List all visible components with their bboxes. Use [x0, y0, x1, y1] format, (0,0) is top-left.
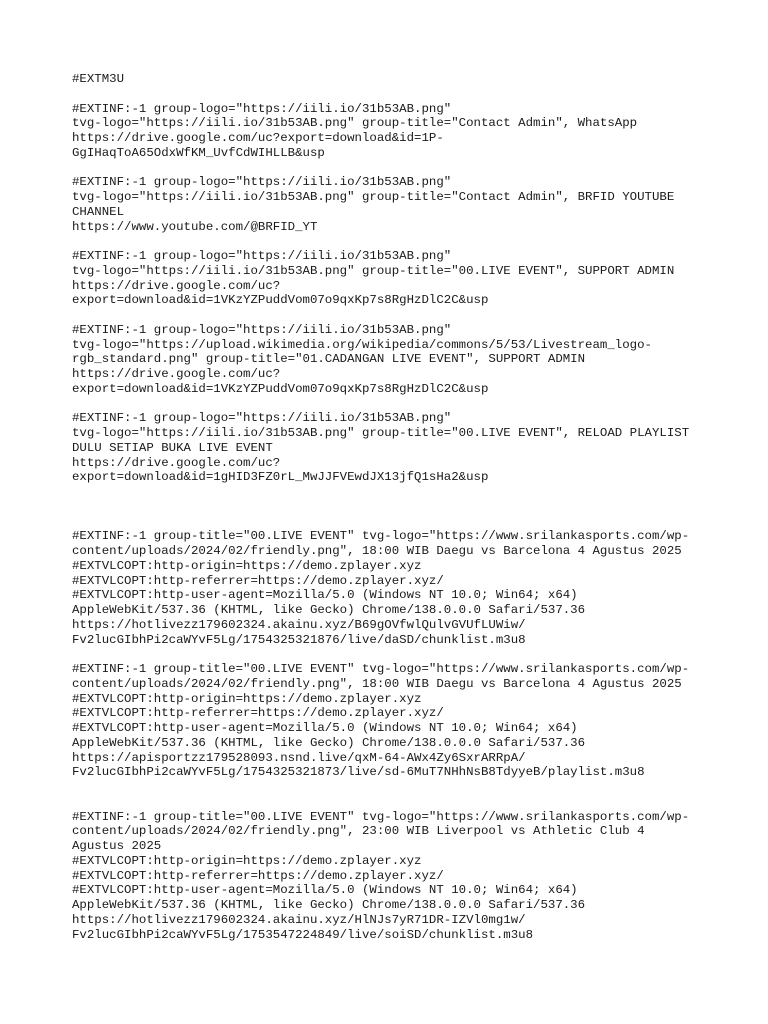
text-line: https://hotlivezz179602324.akainu.xyz/B69gOVfwlQulvGVUfLUWiw/: [72, 617, 526, 632]
text-line: #EXTINF:-1 group-title="00.LIVE EVENT" tvg-logo="https://www.srilankasports.com/wp-: [72, 529, 690, 544]
text-line: Agustus 2025: [72, 839, 162, 853]
text-line: content/uploads/2024/02/friendly.png", 18:00 WIB Daegu vs Barcelona 4 Agustus 2025: [72, 676, 682, 691]
blank-line: [72, 780, 712, 795]
playlist-entry: [72, 323, 712, 397]
text-line: Fv2lucGIbhPi2caWYvF5Lg/1754325321876/live/daSD/chunklist.m3u8: [72, 632, 526, 647]
text-line: tvg-logo="https://iili.io/31b53AB.png" group-title="00.LIVE EVENT", RELOAD PLAYLIST: [72, 426, 690, 440]
blank-line: [72, 234, 712, 249]
playlist-entry: [72, 175, 712, 234]
text-line: #EXTINF:-1 group-logo="https://iili.io/31b53AB.png": [72, 249, 452, 263]
text-line: #EXTVLCOPT:http-origin=https://demo.zplayer.xyz: [72, 853, 422, 868]
text-line: tvg-logo="https://iili.io/31b53AB.png" group-title="Contact Admin", BRFID YOUTUBE: [72, 190, 675, 204]
text-line: #EXTINF:-1 group-logo="https://iili.io/31b53AB.png": [72, 101, 452, 116]
text-line: tvg-logo="https://iili.io/31b53AB.png" group-title="Contact Admin", WhatsApp: [72, 116, 638, 131]
text-line: #EXTVLCOPT:http-user-agent=Mozilla/5.0 (Windows NT 10.0; Win64; x64): [72, 588, 578, 603]
text-line: content/uploads/2024/02/friendly.png", 18:00 WIB Daegu vs Barcelona 4 Agustus 2025: [72, 544, 682, 558]
text-line: #EXTINF:-1 group-logo="https://iili.io/31b53AB.png": [72, 322, 452, 337]
text-line: GgIHaqToA65OdxWfKM_UvfCdWIHLLB&usp: [72, 145, 325, 160]
text-line: #EXTVLCOPT:http-origin=https://demo.zplayer.xyz: [72, 691, 422, 706]
playlist-entry: [72, 529, 712, 647]
text-line: export=download&id=1VKzYZPuddVom07o9qxKp7s8RgHzDlC2C&usp: [72, 293, 489, 308]
text-line: #EXTINF:-1 group-title="00.LIVE EVENT" tvg-logo="https://www.srilankasports.com/wp-: [72, 662, 690, 676]
blank-line: [72, 647, 712, 662]
text-line: https://drive.google.com/uc?: [72, 278, 281, 293]
text-line: https://drive.google.com/uc?: [72, 455, 281, 470]
text-line: #EXTINF:-1 group-logo="https://iili.io/31b53AB.png": [72, 175, 452, 190]
text-line: AppleWebKit/537.36 (KHTML, like Gecko) Chrome/138.0.0.0 Safari/537.36: [72, 603, 586, 617]
document-page: [72, 72, 712, 942]
text-line: https://www.youtube.com/@BRFID_YT: [72, 219, 318, 234]
text-line: Fv2lucGIbhPi2caWYvF5Lg/1753547224849/live/soiSD/chunklist.m3u8: [72, 927, 534, 942]
text-line: #EXTINF:-1 group-logo="https://iili.io/31b53AB.png": [72, 411, 452, 426]
text-line: #EXTINF:-1 group-title="00.LIVE EVENT" tvg-logo="https://www.srilankasports.com/wp-: [72, 809, 690, 824]
text-line: DULU SETIAP BUKA LIVE EVENT: [72, 440, 273, 455]
blank-line: [72, 308, 712, 323]
blank-line: [72, 795, 712, 810]
blank-line: [72, 515, 712, 530]
playlist-entry: [72, 102, 712, 161]
playlist-entry: [72, 249, 712, 308]
playlist-entry: [72, 810, 712, 943]
playlist-entry: [72, 72, 712, 87]
text-line: #EXTVLCOPT:http-referrer=https://demo.zplayer.xyz/: [72, 706, 444, 721]
text-line: rgb_standard.png" group-title="01.CADANGAN LIVE EVENT", SUPPORT ADMIN: [72, 352, 586, 367]
playlist-entry: [72, 662, 712, 780]
text-line: #EXTVLCOPT:http-user-agent=Mozilla/5.0 (Windows NT 10.0; Win64; x64): [72, 883, 578, 898]
text-line: https://drive.google.com/uc?export=download&id=1P-: [72, 131, 444, 145]
text-line: CHANNEL: [72, 204, 125, 219]
text-line: tvg-logo="https://iili.io/31b53AB.png" group-title="00.LIVE EVENT", SUPPORT ADMIN: [72, 263, 675, 278]
text-line: https://apisportzz179528093.nsnd.live/qxM-64-AWx4Zy6SxrARRpA/: [72, 750, 526, 765]
text-line: https://hotlivezz179602324.akainu.xyz/HlNJs7yR71DR-IZVl0mg1w/: [72, 912, 526, 927]
text-line: https://drive.google.com/uc?: [72, 367, 281, 381]
text-line: tvg-logo="https://upload.wikimedia.org/wikipedia/commons/5/53/Livestream_logo-: [72, 337, 652, 352]
text-line: #EXTVLCOPT:http-user-agent=Mozilla/5.0 (Windows NT 10.0; Win64; x64): [72, 721, 578, 735]
text-line: Fv2lucGIbhPi2caWYvF5Lg/1754325321873/live/sd-6MuT7NHhNsB8TdyyeB/playlist.m3u8: [72, 765, 645, 780]
playlist-entry: [72, 411, 712, 485]
text-line: #EXTVLCOPT:http-origin=https://demo.zplayer.xyz: [72, 558, 422, 573]
blank-line: [72, 485, 712, 500]
blank-line: [72, 397, 712, 412]
text-line: #EXTVLCOPT:http-referrer=https://demo.zplayer.xyz/: [72, 573, 444, 588]
blank-line: [72, 87, 712, 102]
blank-line: [72, 161, 712, 176]
text-line: export=download&id=1VKzYZPuddVom07o9qxKp7s8RgHzDlC2C&usp: [72, 381, 489, 396]
text-line: AppleWebKit/537.36 (KHTML, like Gecko) Chrome/138.0.0.0 Safari/537.36: [72, 735, 586, 750]
blank-line: [72, 500, 712, 515]
text-line: #EXTM3U: [72, 72, 125, 86]
text-line: content/uploads/2024/02/friendly.png", 23:00 WIB Liverpool vs Athletic Club 4: [72, 824, 645, 839]
text-line: #EXTVLCOPT:http-referrer=https://demo.zplayer.xyz/: [72, 868, 444, 883]
text-line: AppleWebKit/537.36 (KHTML, like Gecko) Chrome/138.0.0.0 Safari/537.36: [72, 898, 586, 912]
text-line: export=download&id=1gHID3FZ0rL_MwJJFVEwdJX13jfQ1sHa2&usp: [72, 470, 489, 485]
